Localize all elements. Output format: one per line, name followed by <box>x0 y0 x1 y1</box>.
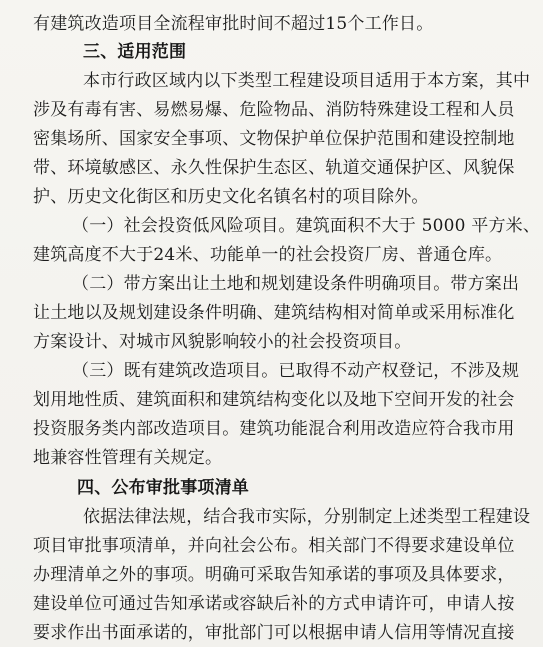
paragraph-line: 建筑高度不大于24米、功能单一的社会投资厂房、普通仓库。 <box>33 245 503 265</box>
list-item-three-line: （三）既有建筑改造项目。已取得不动产权登记，不涉及规 <box>72 361 520 381</box>
paragraph-line: 本市行政区域内以下类型工程建设项目适用于本方案，其中 <box>83 71 531 91</box>
paragraph-line: 依据法律法规，结合我市实际，分别制定上述类型工程建设 <box>83 507 531 527</box>
list-item-one-line: （一）社会投资低风险项目。建筑面积不大于 5000 平方米、 <box>72 216 541 236</box>
section-heading-publish-list: 四、公布审批事项清单 <box>77 478 249 498</box>
paragraph-line: 项目审批事项清单，并向社会公布。相关部门不得要求建设单位 <box>33 536 515 556</box>
paragraph-line: 划用地性质、建筑面积和建筑结构变化以及地下空间开发的社会 <box>33 390 515 410</box>
paragraph-line: 涉及有毒有害、易燃易爆、危险物品、消防特殊建设工程和人员 <box>33 100 515 120</box>
paragraph-line: 投资服务类内部改造项目。建筑功能混合利用改造应符合我市用 <box>33 419 515 439</box>
paragraph-line: 密集场所、国家安全事项、文物保护单位保护范围和建设控制地 <box>33 129 515 149</box>
paragraph-line: 建设单位可通过告知承诺或容缺后补的方式申请许可，申请人按 <box>33 594 515 614</box>
paragraph-line: 要求作出书面承诺的，审批部门可以根据申请人信用等情况直接 <box>33 623 515 643</box>
paragraph-line: 办理清单之外的事项。明确可采取告知承诺的事项及具体要求， <box>33 565 515 585</box>
section-heading-scope: 三、适用范围 <box>83 42 187 62</box>
list-item-two-line: （二）带方案出让土地和规划建设条件明确项目。带方案出 <box>72 274 520 294</box>
paragraph-line: 让土地以及规划建设条件明确、建筑结构相对简单或采用标准化 <box>33 303 515 323</box>
text-line: 有建筑改造项目全流程审批时间不超过15个工作日。 <box>33 14 434 34</box>
paragraph-line: 地兼容性管理有关规定。 <box>33 448 223 468</box>
paragraph-line: 带、环境敏感区、永久性保护生态区、轨道交通保护区、风貌保 <box>33 158 515 178</box>
paragraph-line: 护、历史文化街区和历史文化名镇名村的项目除外。 <box>33 187 429 207</box>
paragraph-line: 方案设计、对城市风貌影响较小的社会投资项目。 <box>33 332 412 352</box>
